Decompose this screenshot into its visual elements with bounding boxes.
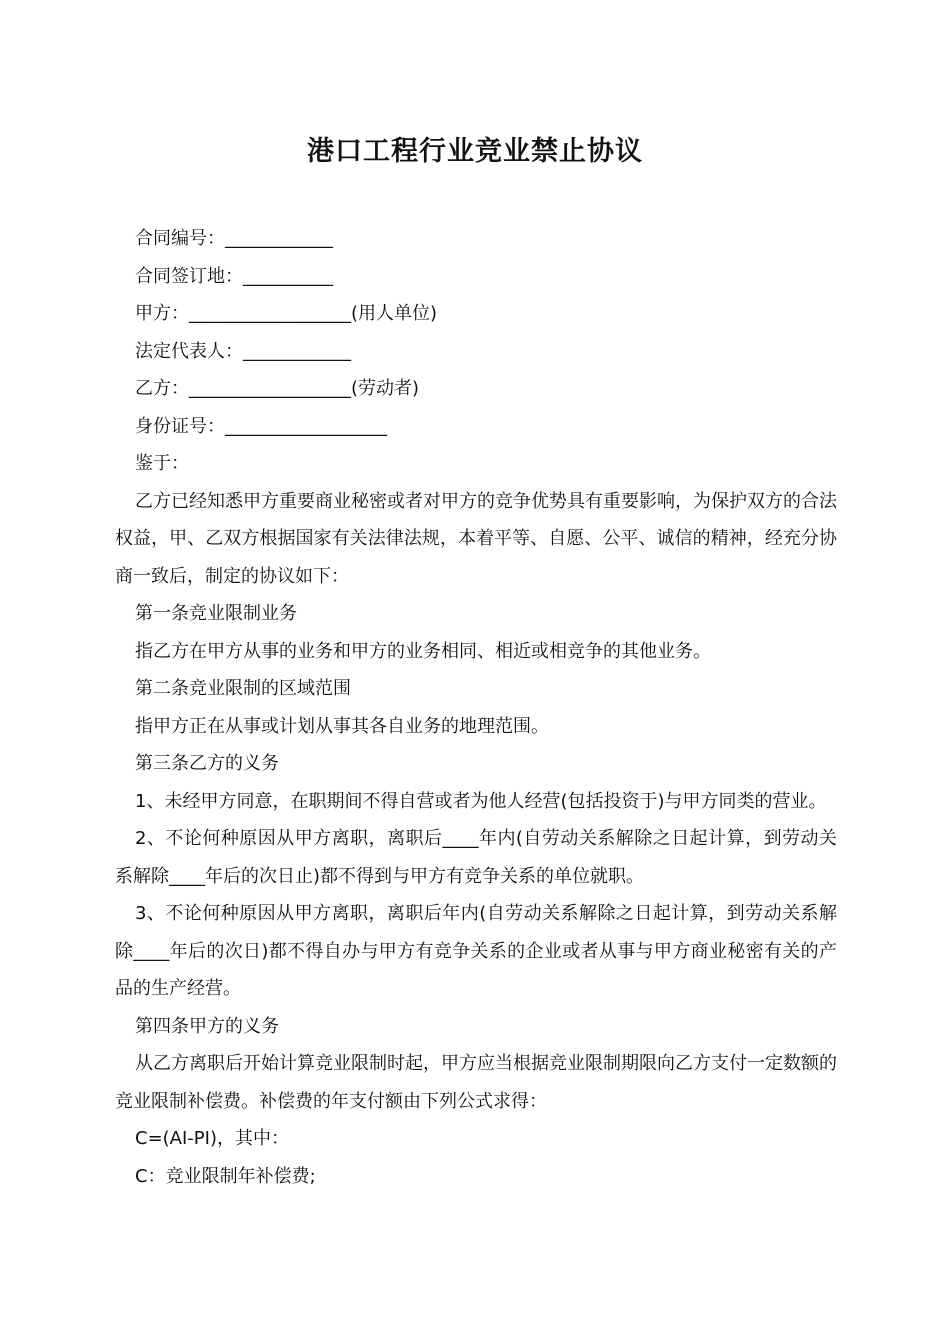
article-3-clause-1: 1、未经甲方同意，在职期间不得自营或者为他人经营(包括投资于)与甲方同类的营业。	[135, 790, 827, 812]
article-3-clause-3: 3、不论何种原因从甲方离职，离职后年内(自劳动关系解除之日起计算，到劳动关系解除____年后的次日)都不得自办与甲方有竞争关系的企业或者从事与甲方商业秘密有关的产品的生产经营。	[115, 903, 837, 999]
party-b-line: 乙方：__________________(劳动者)	[135, 378, 420, 399]
party-a-line: 甲方：__________________(用人单位)	[135, 303, 438, 324]
signing-place-line: 合同签订地：__________	[135, 265, 333, 287]
whereas-heading: 鉴于：	[135, 453, 189, 474]
article-2-text: 指甲方正在从事或计划从事其各自业务的地理范围。	[135, 715, 549, 737]
article-1-heading: 第一条竞业限制业务	[135, 603, 297, 624]
contract-number-line: 合同编号：____________	[135, 228, 333, 249]
formula-definition-c: C：竞业限制年补偿费;	[135, 1165, 316, 1187]
article-3-clause-2: 2、不论何种原因从甲方离职，离职后____年内(自劳动关系解除之日起计算，到劳动关系解除____年后的次日止)都不得到与甲方有竞争关系的单位就职。	[115, 828, 837, 887]
article-4-heading: 第四条甲方的义务	[135, 1015, 279, 1037]
legal-representative-line: 法定代表人：____________	[135, 340, 351, 362]
article-1-text: 指乙方在甲方从事的业务和甲方的业务相同、相近或相竞争的其他业务。	[135, 640, 711, 662]
article-3-heading: 第三条乙方的义务	[135, 753, 279, 774]
formula-line: C=(AI-PI)，其中：	[135, 1128, 289, 1149]
article-4-text: 从乙方离职后开始计算竞业限制时起，甲方应当根据竞业限制期限向乙方支付一定数额的竞业限制补偿费。补偿费的年支付额由下列公式求得：	[115, 1053, 837, 1112]
preamble-paragraph: 乙方已经知悉甲方重要商业秘密或者对甲方的竞争优势具有重要影响，为保护双方的合法权益，甲、乙双方根据国家有关法律法规，本着平等、自愿、公平、诚信的精神，经充分协商一致后，制定的协议如下：	[115, 490, 837, 587]
document-body	[115, 220, 837, 1195]
id-number-line: 身份证号：__________________	[135, 415, 387, 437]
article-2-heading: 第二条竞业限制的区域范围	[135, 678, 351, 699]
document-title: 港口工程行业竞业禁止协议	[307, 136, 643, 167]
